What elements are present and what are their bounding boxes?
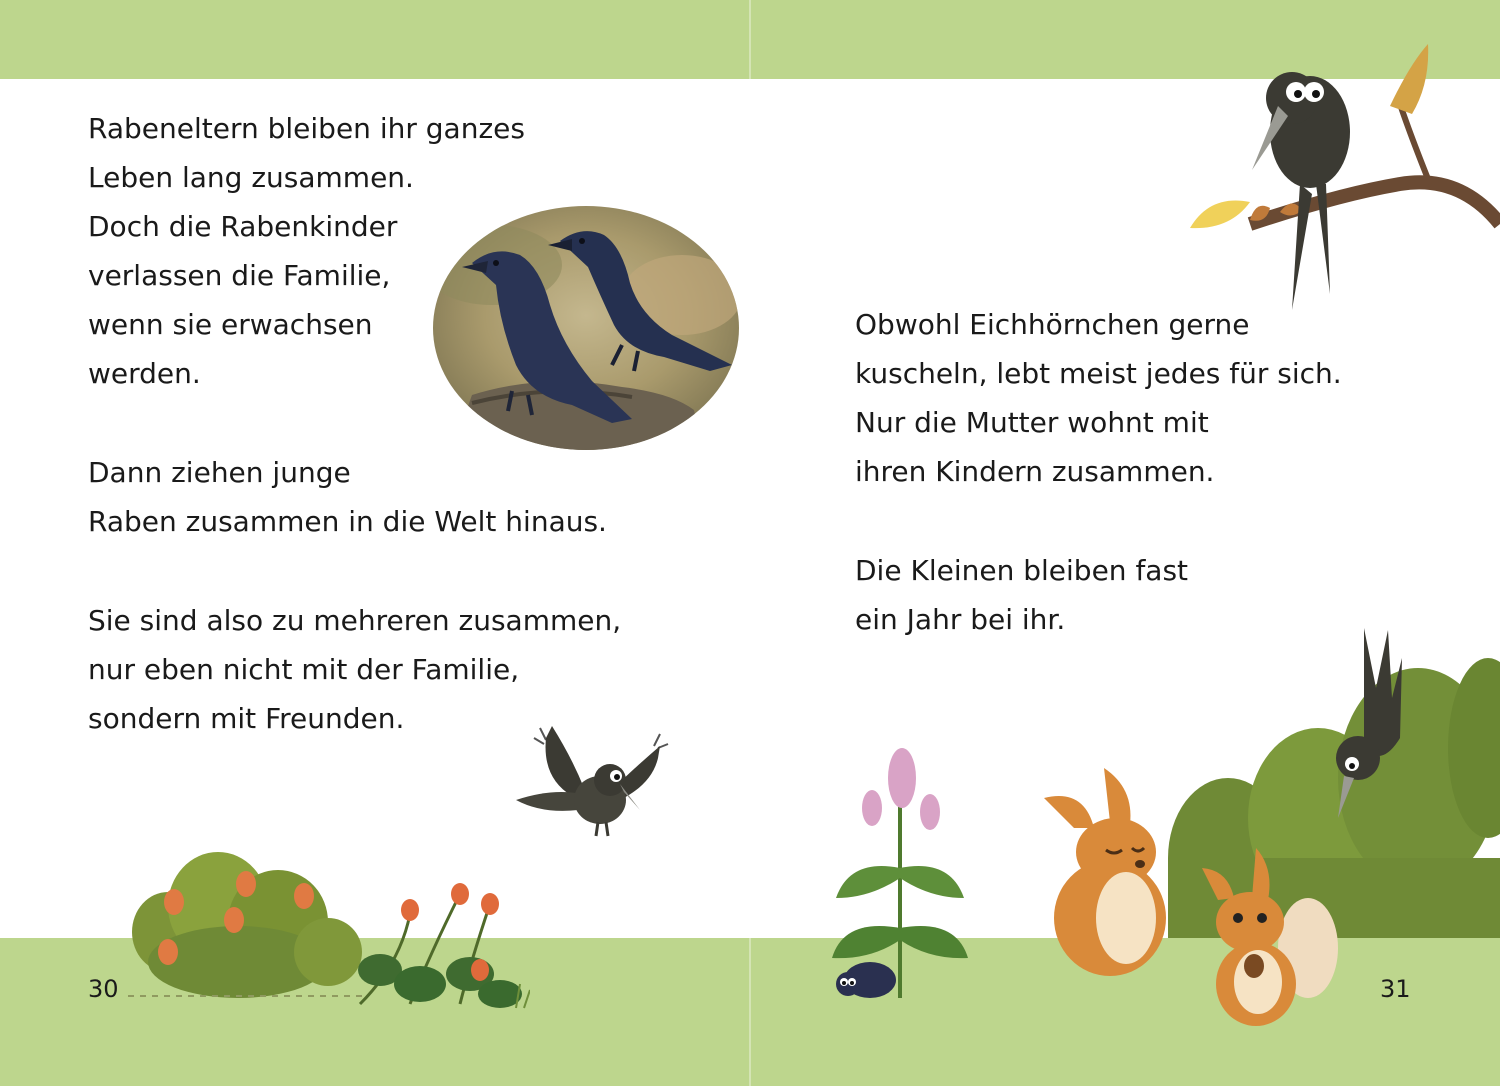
right-paragraph-1 (855, 300, 1342, 496)
text-line: ein Jahr bei ihr. (855, 603, 1066, 636)
text-line: Sie sind also zu mehreren zusammen, (88, 604, 622, 637)
crow-on-branch-illustration (1180, 44, 1500, 314)
page-number: 30 (88, 975, 119, 1003)
text-line: Doch die Rabenkinder (88, 210, 398, 243)
text-line: Obwohl Eichhörnchen gerne (855, 308, 1250, 341)
text-line: sondern mit Freunden. (88, 702, 405, 735)
mother-squirrel-illustration (1034, 768, 1184, 978)
text-line: Die Kleinen bleiben fast (855, 554, 1189, 587)
text-line: Nur die Mutter wohnt mit (855, 406, 1209, 439)
text-line: Dann ziehen junge (88, 456, 351, 489)
left-paragraph-2 (88, 448, 607, 546)
strawberry-plant-illustration (340, 874, 530, 1014)
text-line: Raben zusammen in die Welt hinaus. (88, 505, 607, 538)
baby-squirrel-illustration (1198, 848, 1338, 1028)
text-line: ihren Kindern zusammen. (855, 455, 1215, 488)
right-paragraph-2 (855, 546, 1188, 644)
text-line: Rabeneltern bleiben ihr ganzes (88, 112, 525, 145)
text-line: verlassen die Familie, (88, 259, 391, 292)
text-line: werden. (88, 357, 201, 390)
page-number: 31 (1380, 975, 1411, 1003)
raven-photo (432, 205, 740, 451)
flying-crow-illustration (512, 718, 672, 846)
text-line: kuscheln, lebt meist jedes für sich. (855, 357, 1342, 390)
strawberry-bush-illustration (128, 842, 368, 1002)
beetle-illustration (830, 956, 900, 1004)
text-line: nur eben nicht mit der Familie, (88, 653, 520, 686)
right-page (750, 0, 1500, 1086)
text-line: wenn sie erwachsen (88, 308, 373, 341)
text-line: Leben lang zusammen. (88, 161, 414, 194)
